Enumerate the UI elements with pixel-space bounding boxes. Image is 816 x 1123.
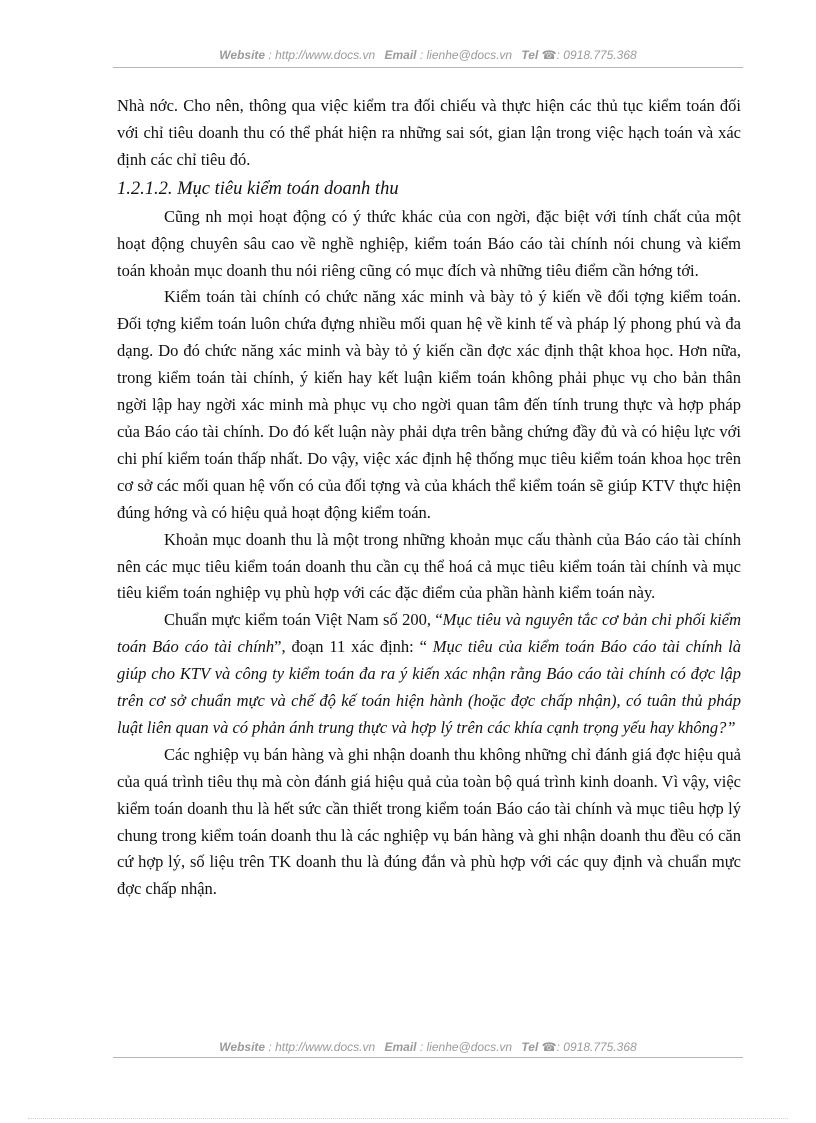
p5-standard-title: Mục tiêu và nguyên tắc cơ bản chi phối kiểm toán Báo cáo tài chính [117,610,741,657]
footer-divider [113,1057,743,1058]
paragraph-3: Kiểm toán tài chính có chức năng xác minh và bày tỏ ý kiến về đối tợng kiểm toán. Đối tợng kiểm toán luôn chứa đựng nhiều mối quan hệ về kinh tế và pháp lý phong phú và đa dạng. Do đó chức năng xác minh và bày tỏ ý kiến cần đợc xác định thật khoa học. Hơn nữa, trong kiểm toán tài chính, ý kiến hay kết luận kiểm toán không phải phục vụ cho bản thân ngời lập hay ngời xác minh mà phục vụ cho ngời quan tâm đến tính trung thực và hợp pháp của Báo cáo tài chính. Do đó kết luận này phải dựa trên bằng chứng đầy đủ và có hiệu lực với chi phí kiểm toán thấp nhất. Do vậy, việc xác định hệ thống mục tiêu kiểm toán khoa học trên cơ sở các mối quan hệ vốn có của đối tợng và của khách thể kiểm toán sẽ giúp KTV thực hiện đúng hớng và có hiệu quả hoạt động kiểm toán. [117,287,741,522]
phone-icon: ☎ [541,1040,557,1054]
paragraph-4: Khoản mục doanh thu là một trong những khoản mục cấu thành của Báo cáo tài chính nên các mục tiêu kiểm toán doanh thu cần cụ thể hoá cả mục tiêu kiểm toán tài chính và mục tiêu kiểm toán nghiệp vụ phù hợp với các đặc điểm của phần hành kiểm toán này. [117,529,741,603]
footer-website-label: Website [219,1040,266,1054]
header-tel-value: : 0918.775.368 [556,48,637,62]
section-heading: 1.2.1.2. Mục tiêu kiểm toán doanh thu [117,178,399,199]
p5-lead: Chuẩn mực kiểm toán Việt Nam số 200, “ [164,610,443,630]
paragraph-1: Nhà nớc. Cho nên, thông qua việc kiểm tra đối chiếu và thực hiện các thủ tục kiểm toán đối với chỉ tiêu doanh thu có thể phát hiện ra những sai sót, gian lận trong việc hạch toán và xác định các chỉ tiêu đó. [117,96,741,169]
footer-email-label: Email [384,1040,417,1054]
page-bottom-dotted-line [28,1118,788,1119]
footer-email-link[interactable]: : lienhe@docs.vn [419,1040,513,1054]
footer-website-link[interactable]: : http://www.docs.vn [268,1040,376,1054]
header-website-link[interactable]: : http://www.docs.vn [268,48,376,62]
header-email-label: Email [384,48,417,62]
p5-mid: ”, đoạn 11 xác định: “ [274,637,433,657]
paragraph-2: Cũng nh mọi hoạt động có ý thức khác của con ngời, đặc biệt với tính chất của một hoạt động chuyên sâu cao về nghề nghiệp, kiểm toán Báo cáo tài chính nói chung và kiểm toán khoản mục doanh thu nói riêng cũng có mục đích và những tiêu điểm cần hớng tới. [117,206,741,280]
p5-quotation: Mục tiêu của kiểm toán Báo cáo tài chính là giúp cho KTV và công ty kiểm toán đa ra ý kiến xác nhận rằng Báo cáo tài chính có đợc lập trên cơ sở chuẩn mực và chế độ kế toán hiện hành (hoặc đợc chấp nhận), có tuân thủ pháp luật liên quan và có phản ánh trung thực và hợp lý trên các khía cạnh trọng yếu hay không?” [117,637,741,737]
footer-banner [113,1040,743,1054]
phone-icon: ☎ [541,48,557,62]
footer-tel-label: Tel [521,1040,539,1054]
paragraph-5 [117,607,741,742]
header-divider [113,67,743,68]
header-banner [113,48,743,62]
header-website-label: Website [219,48,266,62]
footer-tel-value: : 0918.775.368 [556,1040,637,1054]
page-content [117,93,741,903]
header-tel-label: Tel [521,48,539,62]
header-email-link[interactable]: : lienhe@docs.vn [419,48,513,62]
paragraph-6: Các nghiệp vụ bán hàng và ghi nhận doanh thu không những chỉ đánh giá đợc hiệu quả của quá trình tiêu thụ mà còn đánh giá hiệu quả của toàn bộ quá trình kinh doanh. Vì vậy, việc kiểm toán doanh thu là hết sức cần thiết trong kiểm toán Báo cáo tài chính và mục tiêu hợp lý chung trong kiểm toán doanh thu là các nghiệp vụ bán hàng và ghi nhận doanh thu đều có căn cứ hợp lý, số liệu trên TK doanh thu là đúng đắn và phù hợp với các quy định và chuẩn mực đợc chấp nhận. [117,744,741,899]
